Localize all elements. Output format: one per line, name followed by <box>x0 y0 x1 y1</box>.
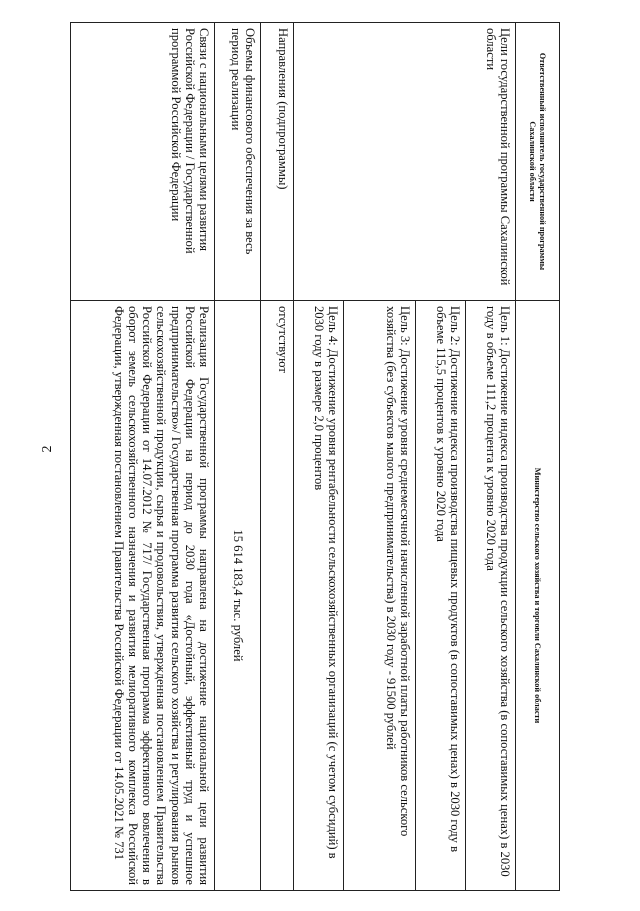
header-value-cell: Министерство сельского хозяйства и торговли Сахалинской области <box>516 301 560 891</box>
directions-label-cell: Направления (подпрограммы) <box>261 23 294 301</box>
financing-value-cell <box>215 301 261 891</box>
passport-table <box>70 22 560 891</box>
table-header-row <box>516 23 560 891</box>
table-row <box>466 23 516 891</box>
goals-label-cell: Цели государственной программы Сахалинской области <box>294 23 516 301</box>
goal-4-cell: Цель 4: Достижение уровня рентабельности сельскохозяйственных организаций (с учетом субсидий) в 2030 году в размере 2,0 процентов <box>294 301 344 891</box>
financing-label-cell: Объемы финансового обеспечения за весь период реализации <box>215 23 261 301</box>
header-label-cell: Ответственный исполнитель государственной программы Сахалинской области <box>516 23 560 301</box>
table-row <box>215 23 261 891</box>
goal-3-cell: Цель 3: Достижение уровня среднемесячной начисленной заработной платы работников сельского хозяйства (без субъектов малого предпринимательства) в 2030 году - 91500 рублей <box>344 301 416 891</box>
page-number: 2 <box>40 445 55 453</box>
directions-value-cell: отсутствуют <box>261 301 294 891</box>
table-row <box>71 23 215 891</box>
table-row <box>261 23 294 891</box>
goal-2-cell: Цель 2: Достижение индекса производства пищевых продуктов (в сопоставимых ценах) в 2030 году в объеме 115,5 процентов к уровню 2020 года <box>416 301 466 891</box>
links-value-cell: Реализация Государственной программы направлена на достижение национальной цели развития Российской Федерации на период до 2030 года «Достойный, эффективный труд и успешное предпринимательство»/ Государственная программа развития сельского хозяйства и регулирования рынков сельскохозяйственной продукции, сырья и продовольствия, утвержденная постановлением Правительства Российской Федерации от 14.07.2012 № 717/ Государственная программа эффективного вовлечения в оборот земель сельскохозяйственного назначения и развития мелиоративного комплекса Российской Федерации, утвержденная постановлением Правительства Российской Федерации от 14.05.2021 № 731 <box>71 301 215 891</box>
links-label-cell: Связи с национальными целями развития Российской Федерации / Государственной программой Российской Федерации <box>71 23 215 301</box>
passport-table-container <box>70 22 560 890</box>
goal-1-cell: Цель 1: Достижение индекса производства продукции сельского хозяйства (в сопоставимых ценах) в 2030 году в объеме 111,2 процента к уровню 2020 года <box>466 301 516 891</box>
financing-amount: 15 614 183,4 тыс. рублей <box>230 529 245 662</box>
